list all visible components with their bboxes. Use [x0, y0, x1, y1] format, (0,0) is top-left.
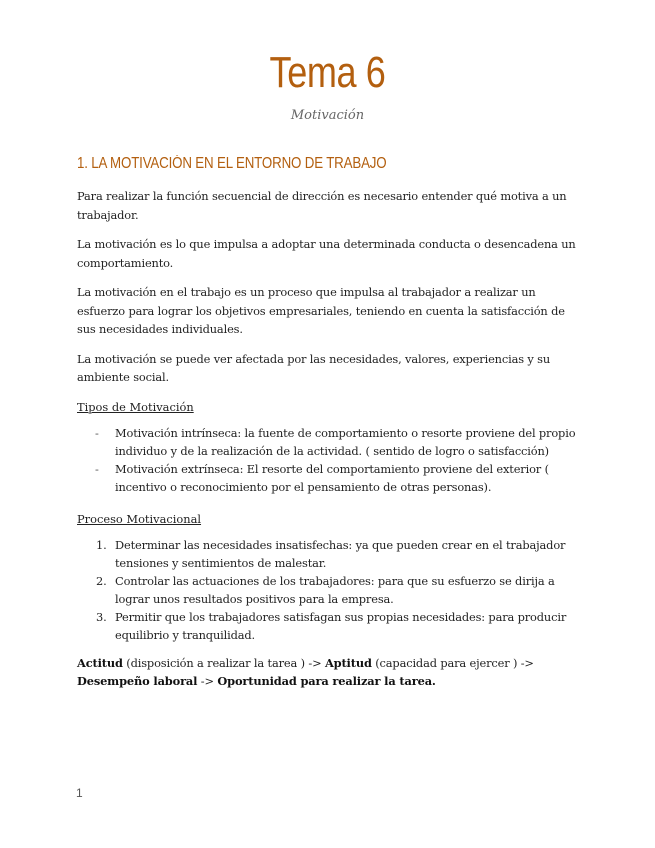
page-subtitle: Motivación	[290, 108, 365, 123]
page-number: 1	[76, 786, 83, 800]
paragraph: La motivación se puede ver afectada por las necesidades, valores, experiencias y su ambiente social.	[77, 351, 551, 384]
list-item-text: Determinar las necesidades insatisfechas: ya que pueden crear en el trabajador tensiones y sentimientos de malestar.	[115, 537, 566, 570]
list-item-text: Permitir que los trabajadores satisfagan sus propias necesidades: para producir equilibrio y tranquilidad.	[115, 609, 567, 642]
term-desempeno: Desempeño laboral	[77, 674, 198, 688]
list-item	[77, 424, 577, 460]
section-heading: 1. LA MOTIVACIÓN EN EL ENTORNO DE TRABAJO	[77, 155, 387, 172]
types-heading: Tipos de Motivación	[77, 399, 194, 414]
list-item-text: Motivación extrínseca: El resorte del comportamiento proviene del exterior ( incentivo o reconocimiento por el pensamiento de otras personas).	[115, 461, 549, 494]
step-number: 3.	[96, 609, 107, 624]
paragraph: Para realizar la función secuencial de dirección es necesario entender qué motiva a un trabajador.	[77, 189, 567, 222]
term-actitud: Actitud	[77, 655, 123, 670]
paragraph: La motivación es lo que impulsa a adoptar una determinada conducta o desencadena un comportamiento.	[77, 237, 576, 270]
term-aptitud: Aptitud	[324, 655, 372, 670]
arrow: ->	[197, 674, 218, 688]
paragraph: La motivación en el trabajo es un proceso que impulsa al trabajador a realizar un esfuerzo para lograr los objetivos empresariales, teniendo en cuenta la satisfacción de sus necesidades individuales.	[77, 285, 565, 336]
list-item	[77, 572, 577, 608]
desc-actitud: (disposición a realizar la tarea ) ->	[122, 655, 325, 670]
process-steps-list	[77, 536, 577, 644]
list-item	[77, 536, 577, 572]
process-heading: Proceso Motivacional	[77, 511, 202, 526]
main-content	[77, 155, 577, 691]
desc-aptitud: (capacidad para ejercer ) ->	[371, 655, 534, 670]
step-number: 2.	[96, 573, 107, 588]
step-number: 1.	[96, 537, 107, 552]
page-title: Tema 6	[269, 48, 386, 97]
dash-bullet: -	[95, 461, 99, 476]
dash-bullet: -	[95, 425, 99, 440]
list-item-text: Controlar las actuaciones de los trabajadores: para que su esfuerzo se dirija a lograr unos resultados positivos para la empresa.	[115, 573, 555, 606]
term-oportunidad: Oportunidad para realizar la tarea.	[217, 674, 436, 688]
motivation-types-list	[77, 424, 577, 496]
list-item	[77, 608, 577, 644]
list-item	[77, 460, 577, 496]
summary-chain	[77, 654, 577, 691]
list-item-text: Motivación intrínseca: la fuente de comportamiento o resorte proviene del propio individuo y de la realización de la actividad. ( sentido de logro o satisfacción)	[115, 425, 576, 458]
